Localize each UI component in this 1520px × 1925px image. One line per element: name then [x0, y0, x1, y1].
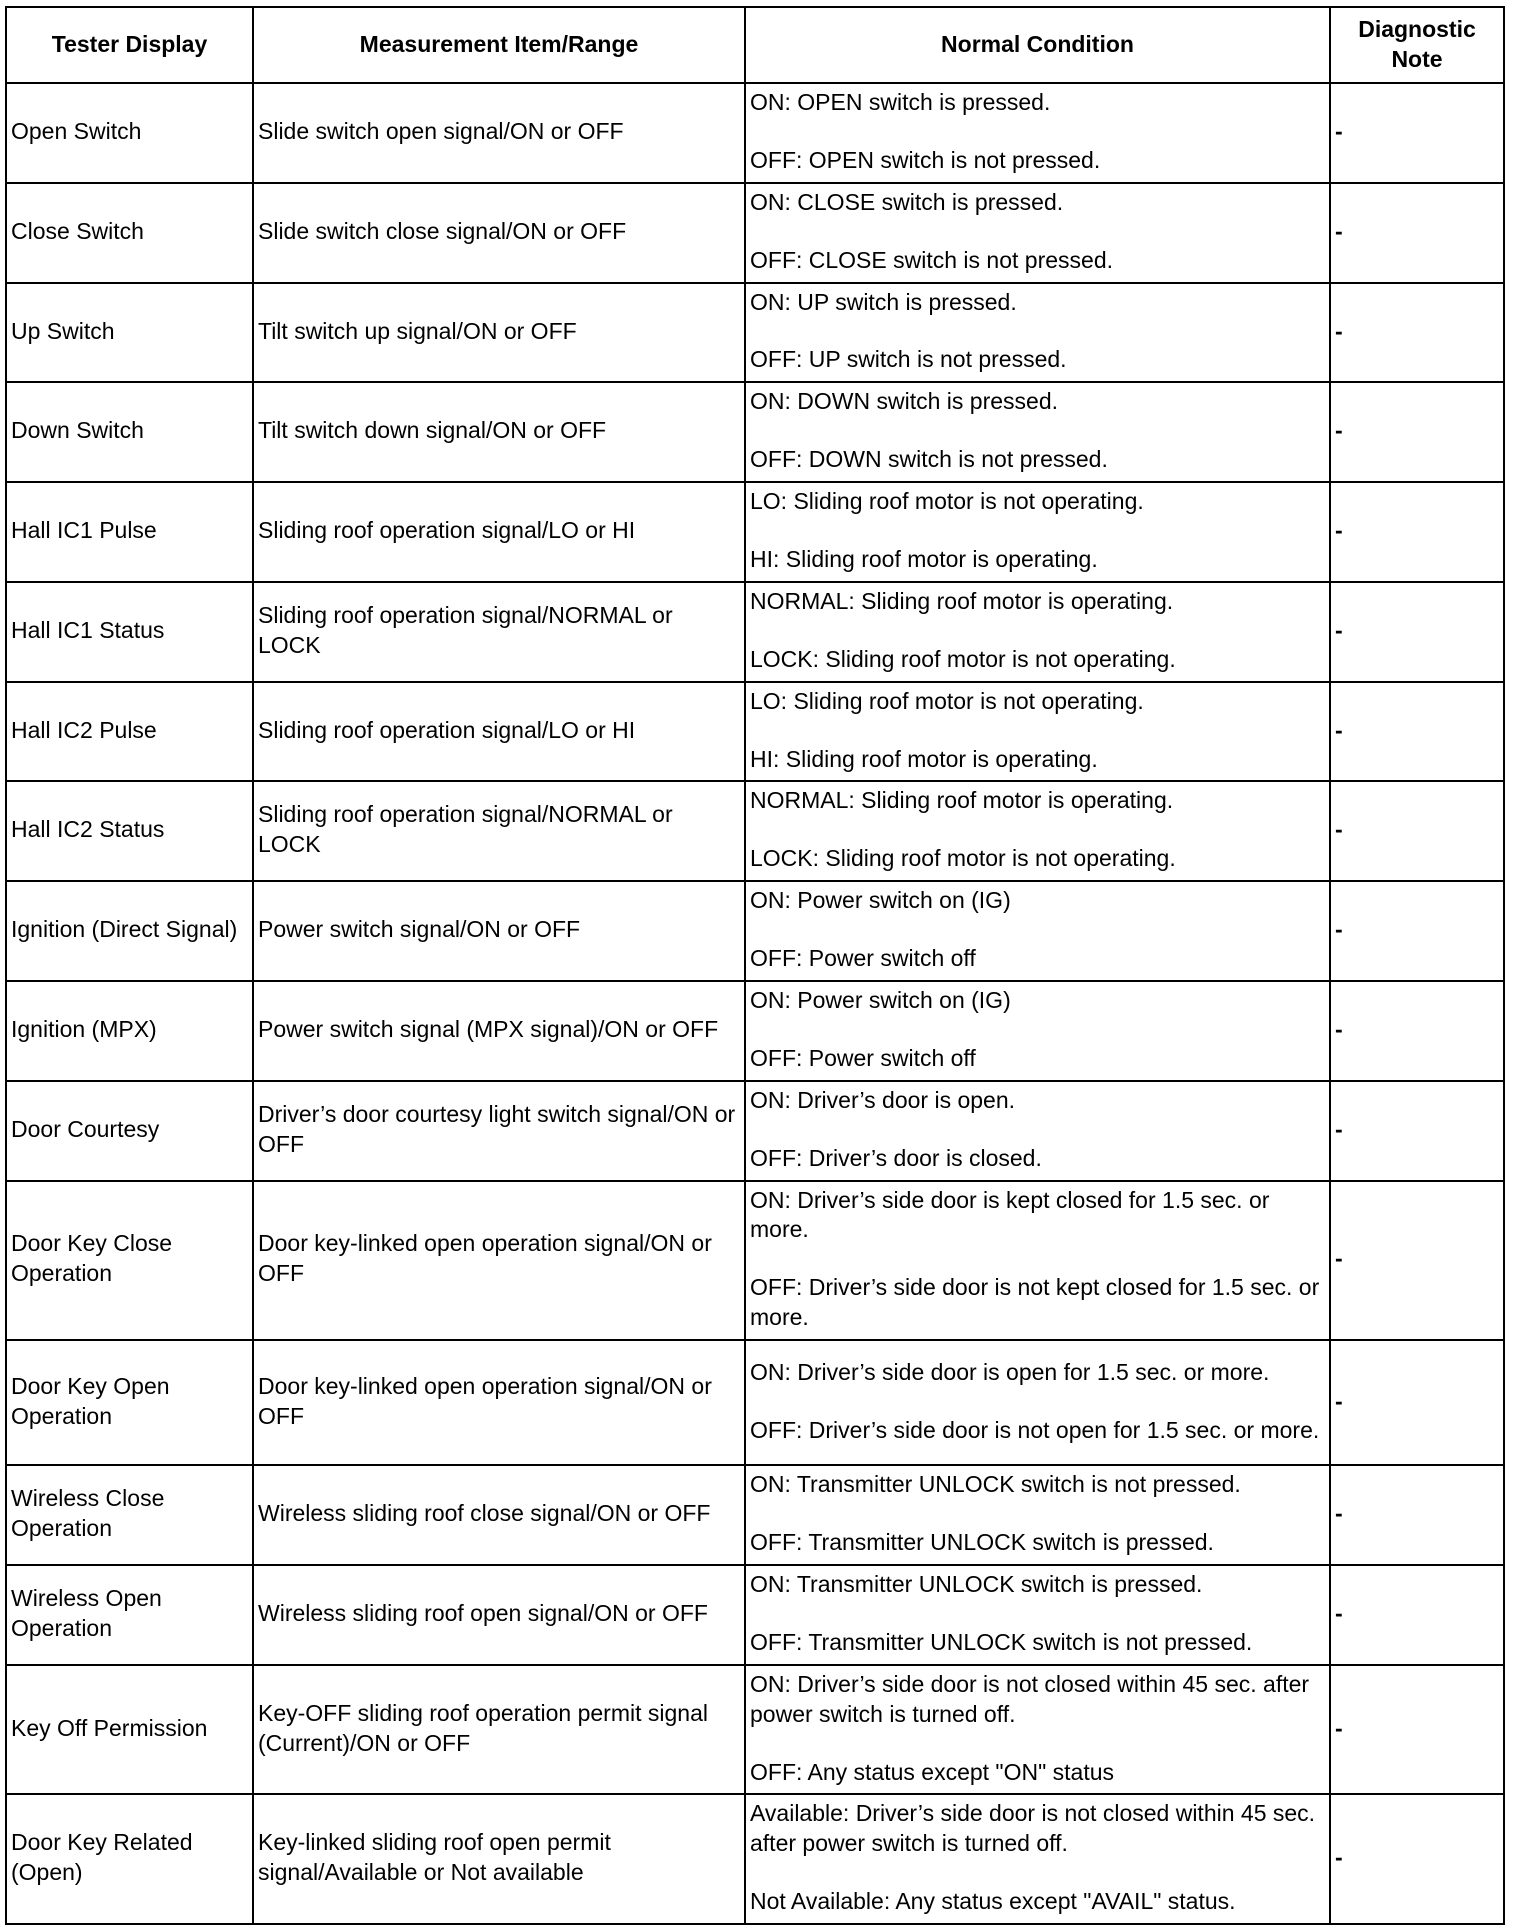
cell-normal-condition [745, 1665, 1330, 1795]
cell-normal-condition [745, 1081, 1330, 1181]
cell-diagnostic-note: - [1330, 1565, 1504, 1665]
cell-diagnostic-note: - [1330, 283, 1504, 383]
cell-tester-display: Down Switch [6, 382, 253, 482]
cell-diagnostic-note: - [1330, 981, 1504, 1081]
condition-line: Not Available: Any status except "AVAIL" status. [750, 1888, 1236, 1915]
cell-normal-condition [745, 582, 1330, 682]
cell-tester-display: Hall IC2 Pulse [6, 682, 253, 782]
condition-line: OFF: Driver’s door is closed. [750, 1144, 1042, 1171]
cell-tester-display: Hall IC1 Status [6, 582, 253, 682]
cell-diagnostic-note: - [1330, 183, 1504, 283]
cell-measurement: Slide switch close signal/ON or OFF [253, 183, 745, 283]
cell-normal-condition [745, 482, 1330, 582]
table-row [6, 382, 1504, 482]
header-normal-condition: Normal Condition [745, 7, 1330, 83]
header-measurement: Measurement Item/Range [253, 7, 745, 83]
condition-line: OFF: Any status except "ON" status [750, 1758, 1115, 1785]
table-row [6, 1465, 1504, 1565]
table-row [6, 781, 1504, 881]
condition-line: OFF: Transmitter UNLOCK switch is not pressed. [750, 1628, 1253, 1655]
cell-measurement: Sliding roof operation signal/NORMAL or LOCK [253, 781, 745, 881]
table-row [6, 1794, 1504, 1924]
condition-line: ON: UP switch is pressed. [750, 288, 1017, 315]
cell-normal-condition [745, 1340, 1330, 1465]
table-row [6, 1565, 1504, 1665]
cell-measurement: Tilt switch up signal/ON or OFF [253, 283, 745, 383]
cell-diagnostic-note: - [1330, 682, 1504, 782]
condition-line: ON: Driver’s side door is not closed within 45 sec. after power switch is turned off. [750, 1670, 1310, 1727]
table-row [6, 283, 1504, 383]
data-list-table [5, 6, 1505, 1925]
cell-measurement: Sliding roof operation signal/LO or HI [253, 682, 745, 782]
cell-measurement: Sliding roof operation signal/NORMAL or LOCK [253, 582, 745, 682]
cell-tester-display: Hall IC2 Status [6, 781, 253, 881]
cell-diagnostic-note: - [1330, 482, 1504, 582]
cell-tester-display: Open Switch [6, 83, 253, 183]
cell-diagnostic-note: - [1330, 1081, 1504, 1181]
cell-diagnostic-note: - [1330, 1465, 1504, 1565]
cell-measurement: Power switch signal (MPX signal)/ON or OFF [253, 981, 745, 1081]
condition-line: ON: Transmitter UNLOCK switch is not pressed. [750, 1471, 1241, 1498]
table-row [6, 482, 1504, 582]
cell-diagnostic-note: - [1330, 582, 1504, 682]
condition-line: NORMAL: Sliding roof motor is operating. [750, 587, 1174, 614]
condition-line: LOCK: Sliding roof motor is not operating. [750, 645, 1176, 672]
condition-line: OFF: Power switch off [750, 1044, 976, 1071]
cell-tester-display: Ignition (MPX) [6, 981, 253, 1081]
table-row [6, 183, 1504, 283]
cell-diagnostic-note: - [1330, 1181, 1504, 1341]
cell-normal-condition [745, 1181, 1330, 1341]
table-row [6, 981, 1504, 1081]
cell-normal-condition [745, 881, 1330, 981]
cell-measurement: Slide switch open signal/ON or OFF [253, 83, 745, 183]
cell-measurement: Power switch signal/ON or OFF [253, 881, 745, 981]
cell-diagnostic-note: - [1330, 1340, 1504, 1465]
cell-measurement: Wireless sliding roof close signal/ON or OFF [253, 1465, 745, 1565]
cell-diagnostic-note: - [1330, 382, 1504, 482]
cell-normal-condition [745, 283, 1330, 383]
cell-normal-condition [745, 981, 1330, 1081]
cell-tester-display: Close Switch [6, 183, 253, 283]
cell-normal-condition [745, 382, 1330, 482]
table-row [6, 582, 1504, 682]
condition-line: ON: Power switch on (IG) [750, 987, 1011, 1014]
condition-line: ON: Driver’s side door is kept closed for 1.5 sec. or more. [750, 1186, 1270, 1243]
condition-line: OFF: DOWN switch is not pressed. [750, 446, 1108, 473]
cell-normal-condition [745, 1565, 1330, 1665]
cell-measurement: Wireless sliding roof open signal/ON or OFF [253, 1565, 745, 1665]
condition-line: ON: Transmitter UNLOCK switch is pressed. [750, 1570, 1203, 1597]
cell-normal-condition [745, 781, 1330, 881]
cell-normal-condition [745, 83, 1330, 183]
condition-line: OFF: Driver’s side door is not kept closed for 1.5 sec. or more. [750, 1274, 1320, 1331]
cell-diagnostic-note: - [1330, 881, 1504, 981]
diagnostic-table-container [5, 6, 1503, 1925]
cell-diagnostic-note: - [1330, 83, 1504, 183]
cell-tester-display: Door Key Close Operation [6, 1181, 253, 1341]
cell-measurement: Door key-linked open operation signal/ON or OFF [253, 1181, 745, 1341]
cell-tester-display: Wireless Open Operation [6, 1565, 253, 1665]
condition-line: OFF: Power switch off [750, 945, 976, 972]
condition-line: OFF: Driver’s side door is not open for 1.5 sec. or more. [750, 1416, 1320, 1443]
condition-line: LO: Sliding roof motor is not operating. [750, 488, 1144, 515]
condition-line: ON: Power switch on (IG) [750, 887, 1011, 914]
condition-line: ON: CLOSE switch is pressed. [750, 188, 1064, 215]
cell-tester-display: Door Key Open Operation [6, 1340, 253, 1465]
condition-line: NORMAL: Sliding roof motor is operating. [750, 787, 1174, 814]
cell-tester-display: Ignition (Direct Signal) [6, 881, 253, 981]
condition-line: ON: Driver’s door is open. [750, 1086, 1016, 1113]
cell-diagnostic-note: - [1330, 781, 1504, 881]
condition-line: LOCK: Sliding roof motor is not operating. [750, 845, 1176, 872]
cell-measurement: Sliding roof operation signal/LO or HI [253, 482, 745, 582]
cell-tester-display: Wireless Close Operation [6, 1465, 253, 1565]
condition-line: OFF: Transmitter UNLOCK switch is pressed. [750, 1529, 1214, 1556]
condition-line: OFF: OPEN switch is not pressed. [750, 146, 1101, 173]
condition-line: ON: OPEN switch is pressed. [750, 89, 1051, 115]
cell-measurement: Door key-linked open operation signal/ON or OFF [253, 1340, 745, 1465]
cell-normal-condition [745, 682, 1330, 782]
condition-line: HI: Sliding roof motor is operating. [750, 745, 1098, 772]
condition-line: HI: Sliding roof motor is operating. [750, 546, 1098, 573]
table-row [6, 1340, 1504, 1465]
cell-tester-display: Key Off Permission [6, 1665, 253, 1795]
condition-line: LO: Sliding roof motor is not operating. [750, 687, 1144, 714]
condition-line: Available: Driver’s side door is not closed within 45 sec. after power switch is turned off. [750, 1800, 1316, 1857]
cell-tester-display: Door Courtesy [6, 1081, 253, 1181]
header-diagnostic-note: Diagnostic Note [1330, 7, 1504, 83]
cell-normal-condition [745, 1794, 1330, 1924]
header-tester-display: Tester Display [6, 7, 253, 83]
table-row [6, 682, 1504, 782]
cell-diagnostic-note: - [1330, 1665, 1504, 1795]
condition-line: OFF: CLOSE switch is not pressed. [750, 246, 1114, 273]
cell-tester-display: Up Switch [6, 283, 253, 383]
cell-normal-condition [745, 183, 1330, 283]
condition-line: OFF: UP switch is not pressed. [750, 346, 1067, 373]
table-row [6, 83, 1504, 183]
table-row [6, 1665, 1504, 1795]
cell-normal-condition [745, 1465, 1330, 1565]
table-row [6, 1181, 1504, 1341]
table-row [6, 1081, 1504, 1181]
condition-line: ON: DOWN switch is pressed. [750, 388, 1058, 415]
cell-tester-display: Door Key Related (Open) [6, 1794, 253, 1924]
table-header-row [6, 7, 1504, 83]
cell-measurement: Key-OFF sliding roof operation permit signal (Current)/ON or OFF [253, 1665, 745, 1795]
cell-measurement: Driver’s door courtesy light switch signal/ON or OFF [253, 1081, 745, 1181]
cell-diagnostic-note: - [1330, 1794, 1504, 1924]
condition-line: ON: Driver’s side door is open for 1.5 sec. or more. [750, 1358, 1270, 1385]
table-row [6, 881, 1504, 981]
cell-measurement: Key-linked sliding roof open permit signal/Available or Not available [253, 1794, 745, 1924]
cell-measurement: Tilt switch down signal/ON or OFF [253, 382, 745, 482]
cell-tester-display: Hall IC1 Pulse [6, 482, 253, 582]
